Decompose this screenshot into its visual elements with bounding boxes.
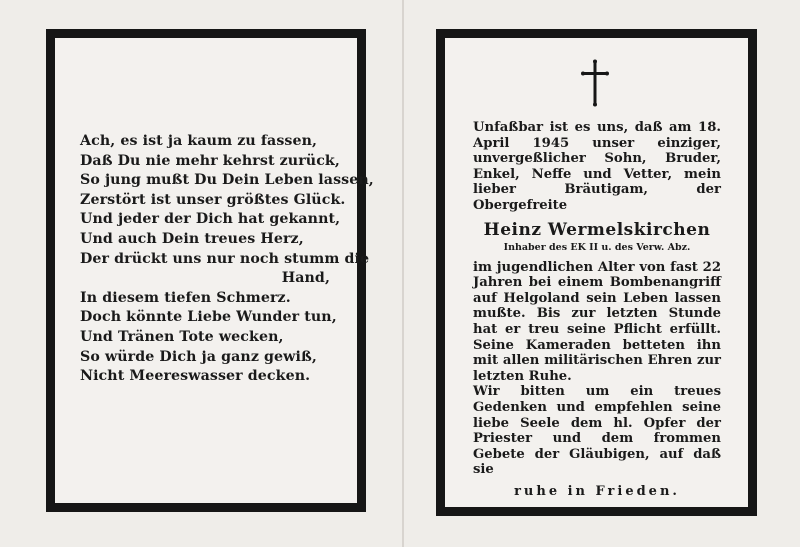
memorial-poem [80, 132, 374, 387]
poem-line: So würde Dich ja ganz gewiß, [80, 348, 317, 365]
latin-cross-icon [580, 59, 610, 107]
poem-line: Nicht Meereswasser decken. [80, 368, 311, 385]
rest-in-peace: ruhe in Frieden. [514, 483, 680, 499]
poem-line: So jung mußt Du Dein Leben lassen, [80, 172, 374, 189]
poem-line: Der drückt uns nur noch stumm die [80, 250, 370, 267]
poem-line: Und jeder der Dich hat gekannt, [80, 211, 341, 228]
poem-line: Zerstört ist unser größtes Glück. [80, 191, 346, 208]
deceased-name: Heinz Wermelskirchen [483, 219, 711, 240]
poem-line: Und auch Dein treues Herz, [80, 230, 304, 247]
poem-line: In diesem tiefen Schmerz. [80, 289, 291, 306]
death-notice [473, 120, 721, 499]
notice-body: im jugendlichen Alter von fast 22 Jahren bei einem Bombenangriff auf Helgoland sein Leben lassen mußte. Bis zur letzten Stunde hat er treu seine Pflicht erfüllt. Seine Kameraden betteten ihn mit allen militärischen Ehren zur letzten Ruhe. [473, 259, 721, 384]
fold-line [402, 0, 404, 547]
poem-line: Und Tränen Tote wecken, [80, 328, 284, 345]
decorations-line: Inhaber des EK II u. des Verw. Abz. [503, 241, 691, 253]
notice-closing: Wir bitten um ein treues Gedenken und empfehlen seine liebe Seele dem hl. Opfer der Priester und dem frommen Gebete der Gläubigen, auf daß sie [473, 384, 721, 478]
poem-line: Daß Du nie mehr kehrst zurück, [80, 152, 340, 169]
notice-intro: Unfaßbar ist es uns, daß am 18. April 1945 unser einziger, unvergeßlicher Sohn, Bruder, Enkel, Neffe und Vetter, mein lieber Bräutigam, der Obergefreite [473, 120, 721, 213]
poem-line: Hand, [281, 270, 330, 287]
poem-line: Doch könnte Liebe Wunder tun, [80, 309, 337, 326]
poem-line: Ach, es ist ja kaum zu fassen, [80, 133, 318, 149]
